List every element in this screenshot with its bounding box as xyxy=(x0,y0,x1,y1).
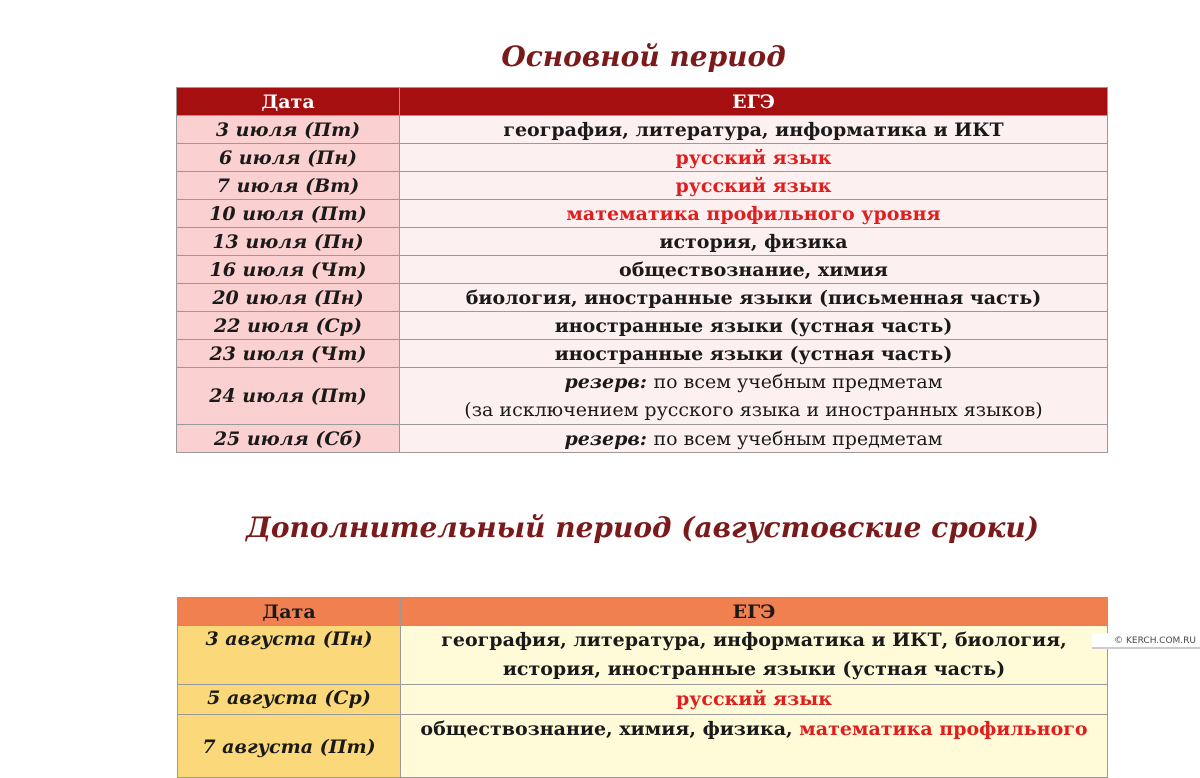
exam-column-header: ЕГЭ xyxy=(400,88,1108,116)
row-date: 3 июля (Пт) xyxy=(177,116,400,144)
row-date: 13 июля (Пн) xyxy=(177,228,400,256)
row-subject: обществознание, химия xyxy=(400,256,1108,284)
row-date: 16 июля (Чт) xyxy=(177,256,400,284)
reserve-text: по всем учебным предметам xyxy=(653,427,943,450)
row-date: 7 июля (Вт) xyxy=(177,172,400,200)
table-row xyxy=(177,256,1108,284)
row-subject xyxy=(400,368,1108,425)
row-subject: иностранные языки (устная часть) xyxy=(400,340,1108,368)
table-row xyxy=(177,200,1108,228)
row-subject: биология, иностранные языки (письменная часть) xyxy=(400,284,1108,312)
row-date: 23 июля (Чт) xyxy=(177,340,400,368)
row-date: 5 августа (Ср) xyxy=(178,685,401,715)
row-date: 25 июля (Сб) xyxy=(177,425,400,453)
reserve-text: по всем учебным предметам xyxy=(653,371,943,393)
table-row xyxy=(177,425,1108,453)
exam-column-header: ЕГЭ xyxy=(401,598,1108,626)
row-date: 22 июля (Ср) xyxy=(177,312,400,340)
row-date: 24 июля (Пт) xyxy=(177,368,400,425)
table-row xyxy=(177,368,1108,425)
date-column-header: Дата xyxy=(178,598,401,626)
row-subject: русский язык xyxy=(400,172,1108,200)
table-row xyxy=(177,340,1108,368)
table-header-row xyxy=(178,598,1108,626)
row-subject: русский язык xyxy=(400,144,1108,172)
row-subject: иностранные языки (устная часть) xyxy=(400,312,1108,340)
row-date: 20 июля (Пн) xyxy=(177,284,400,312)
subject-line: история, иностранные языки (устная часть) xyxy=(502,658,1006,680)
row-date: 7 августа (Пт) xyxy=(178,715,401,778)
subject-text-highlight: математика профильного xyxy=(799,718,1088,740)
table-row xyxy=(177,312,1108,340)
row-date: 6 июля (Пн) xyxy=(177,144,400,172)
main-period-title: Основной период xyxy=(501,40,786,73)
table-row xyxy=(177,172,1108,200)
row-subject: русский язык xyxy=(401,685,1108,715)
row-subject: география, литература, информатика и ИКТ xyxy=(400,116,1108,144)
table-row xyxy=(177,284,1108,312)
table-row xyxy=(178,685,1108,715)
row-subject: история, физика xyxy=(400,228,1108,256)
reserve-label: резерв: xyxy=(564,427,647,450)
row-subject xyxy=(401,715,1108,778)
row-date: 3 августа (Пн) xyxy=(178,626,401,685)
row-subject xyxy=(400,425,1108,453)
reserve-note: (за исключением русского языка и иностранных языков) xyxy=(464,399,1043,421)
table-row xyxy=(178,715,1108,778)
table-row xyxy=(178,626,1108,685)
row-date: 10 июля (Пт) xyxy=(177,200,400,228)
extra-period-table xyxy=(177,597,1108,778)
date-column-header: Дата xyxy=(177,88,400,116)
table-header-row xyxy=(177,88,1108,116)
reserve-label: резерв: xyxy=(564,371,647,393)
row-subject xyxy=(401,626,1108,685)
table-row xyxy=(177,116,1108,144)
table-row xyxy=(177,228,1108,256)
extra-period-title: Дополнительный период (августовские сроки) xyxy=(245,511,1040,544)
site-watermark: © KERCH.COM.RU xyxy=(1092,633,1200,649)
subject-line: география, литература, информатика и ИКТ, биология, xyxy=(441,629,1067,651)
row-subject: математика профильного уровня xyxy=(400,200,1108,228)
table-row xyxy=(177,144,1108,172)
subject-text: обществознание, химия, физика, xyxy=(420,718,800,740)
main-period-table xyxy=(176,87,1108,453)
